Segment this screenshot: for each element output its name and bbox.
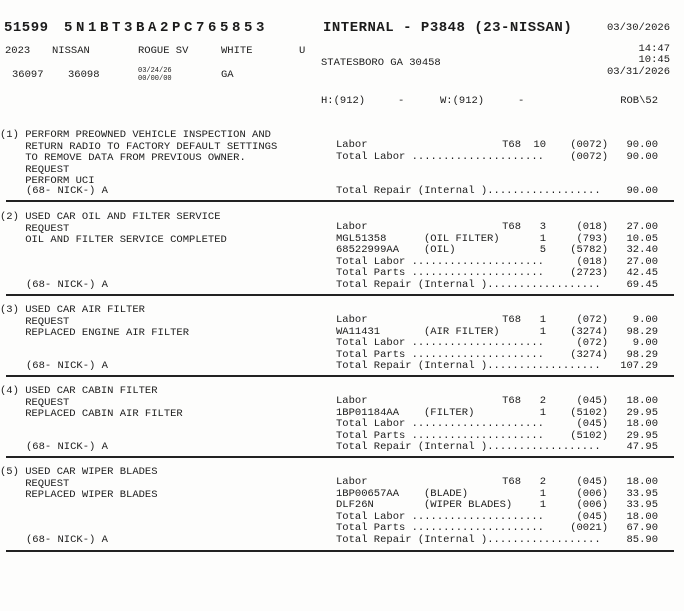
total-repair-label: Total Repair (Internal )..................	[336, 441, 601, 453]
line-item-cell: 1BP01184AA	[336, 406, 400, 419]
work-phone-dash: -	[518, 95, 525, 107]
line-item-cell: (3274)	[570, 348, 608, 361]
state: GA	[221, 69, 234, 81]
line-item-cell: 67.90	[626, 522, 658, 535]
line-item-cell: (006)	[576, 487, 608, 500]
job-description-line: OIL AND FILTER SERVICE COMPLETED	[0, 234, 227, 247]
line-item-cell: (072)	[576, 337, 608, 350]
date-top: 03/30/2026	[606, 22, 670, 34]
work-phone: W:(912)	[440, 95, 485, 107]
line-item-cell: MGL51358	[336, 232, 387, 245]
line-item-cell: 90.00	[626, 150, 658, 163]
total-repair-amount: 47.95	[626, 441, 658, 453]
line-item-cell: 1	[539, 325, 546, 338]
line-item-cell: Total Parts .....................	[336, 267, 544, 280]
time-2: 10:45	[638, 54, 670, 66]
line-item-cell: (045)	[576, 418, 608, 431]
line-item-cell: 29.95	[626, 429, 658, 442]
line-item-cell: Labor	[336, 139, 368, 151]
line-item-cell: 2	[539, 395, 546, 407]
total-repair-label: Total Repair (Internal )..................	[336, 279, 601, 291]
line-item-cell: 1	[539, 499, 546, 512]
line-item-cell: Total Parts .....................	[336, 348, 544, 361]
line-item-cell: (0021)	[570, 522, 608, 535]
line-item-cell: (5782)	[570, 244, 608, 257]
line-item-cell: 9.00	[632, 337, 658, 350]
total-repair-label: Total Repair (Internal )..................	[336, 360, 601, 372]
job-description-line: (4) USED CAR CABIN FILTER	[0, 385, 158, 397]
line-item-cell: 10	[533, 139, 546, 151]
job-description-line: (3) USED CAR AIR FILTER	[0, 304, 145, 316]
job-description-line: REQUEST	[0, 315, 70, 328]
line-item-cell: Total Parts .....................	[336, 522, 544, 535]
section-divider	[6, 200, 674, 202]
line-item-cell: (5102)	[570, 429, 608, 442]
date-2: 03/31/2026	[606, 66, 670, 78]
total-repair-amount: 69.45	[626, 279, 658, 291]
line-item-cell: 1	[539, 314, 546, 326]
line-item-cell: Labor	[336, 395, 368, 407]
line-item-cell: Labor	[336, 221, 368, 233]
ro-reference: ROB\52	[620, 95, 658, 107]
line-item-cell: (045)	[576, 510, 608, 523]
line-item-cell: (018)	[576, 255, 608, 268]
line-item-cell: 98.29	[626, 348, 658, 361]
line-item-cell: 1	[539, 406, 546, 419]
line-item-cell: (3274)	[570, 325, 608, 338]
line-item-cell: 3	[539, 221, 546, 233]
vehicle-make: NISSAN	[52, 45, 90, 57]
job-description-line: (1) PERFORM PREOWNED VEHICLE INSPECTION AND	[0, 129, 271, 141]
line-item-cell: T68	[502, 139, 521, 151]
line-item-cell: 10.05	[626, 232, 658, 245]
line-item-cell: T68	[502, 395, 521, 407]
technician: (68- NICK-) A	[26, 360, 108, 372]
line-item-cell: DLF26N	[336, 499, 374, 512]
line-item-cell: 29.95	[626, 406, 658, 419]
job-description-line: (5) USED CAR WIPER BLADES	[0, 466, 158, 478]
line-item-cell: (OIL FILTER)	[424, 232, 500, 245]
total-repair-amount: 85.90	[626, 534, 658, 546]
job-description-line: REPLACED WIPER BLADES	[0, 489, 158, 502]
line-item-cell: (2723)	[570, 267, 608, 280]
line-item-cell: 1	[539, 232, 546, 245]
number-1: 36097	[12, 69, 44, 81]
job-description-line: REQUEST	[0, 163, 70, 176]
line-item-cell: Labor	[336, 476, 368, 488]
line-item-cell: (5102)	[570, 406, 608, 419]
total-repair-label: Total Repair (Internal )..................	[336, 185, 601, 197]
line-item-cell: 5	[539, 244, 546, 257]
job-description-line: REQUEST	[0, 222, 70, 235]
section-divider	[6, 456, 674, 458]
section-divider	[6, 550, 674, 552]
job-description-line: REPLACED CABIN AIR FILTER	[0, 408, 183, 421]
line-item-cell: (072)	[576, 314, 608, 326]
line-item-cell: 18.00	[626, 510, 658, 523]
stock-number: 51599	[4, 20, 49, 36]
line-item-cell: 27.00	[626, 255, 658, 268]
small-date-2: 00/00/00	[138, 75, 172, 83]
vin: 5N1BT3BA2PC765853	[64, 20, 269, 36]
job-description-line: REPLACED ENGINE AIR FILTER	[0, 327, 190, 340]
section-divider	[6, 294, 674, 296]
line-item-cell: Total Labor .....................	[336, 255, 544, 268]
job-description-line: REQUEST	[0, 396, 70, 409]
line-item-cell: 1	[539, 487, 546, 500]
line-item-cell: 9.00	[632, 314, 658, 326]
technician: (68- NICK-) A	[26, 279, 108, 291]
line-item-cell: T68	[502, 221, 521, 233]
line-item-cell: (BLADE)	[424, 487, 469, 500]
total-repair-label: Total Repair (Internal )..................	[336, 534, 601, 546]
line-item-cell: 90.00	[626, 139, 658, 151]
technician: (68- NICK-) A	[26, 185, 108, 197]
line-item-cell: 18.00	[626, 395, 658, 407]
line-item-cell: 18.00	[626, 418, 658, 431]
job-description-line: (2) USED CAR OIL AND FILTER SERVICE	[0, 211, 221, 223]
line-item-cell: Total Labor .....................	[336, 337, 544, 350]
line-item-cell: 1BP00657AA	[336, 487, 400, 500]
number-2: 36098	[68, 69, 100, 81]
technician: (68- NICK-) A	[26, 441, 108, 453]
vehicle-code: U	[299, 45, 306, 57]
line-item-cell: (0072)	[570, 150, 608, 163]
line-item-cell: WA11431	[336, 325, 381, 338]
job-description-line: REQUEST	[0, 477, 70, 490]
line-item-cell: (045)	[576, 395, 608, 407]
line-item-cell: (WIPER BLADES)	[424, 499, 513, 512]
vehicle-year: 2023	[5, 45, 31, 57]
line-item-cell: 98.29	[626, 325, 658, 338]
total-repair-amount: 107.29	[620, 360, 658, 372]
line-item-cell: 33.95	[626, 499, 658, 512]
line-item-cell: (018)	[576, 221, 608, 233]
line-item-cell: Total Labor .....................	[336, 150, 544, 163]
line-item-cell: 33.95	[626, 487, 658, 500]
home-phone-dash: -	[398, 95, 405, 107]
line-item-cell: (FILTER)	[424, 406, 475, 419]
technician: (68- NICK-) A	[26, 534, 108, 546]
line-item-cell: Total Labor .....................	[336, 418, 544, 431]
city-state-zip: STATESBORO GA 30458	[321, 57, 441, 69]
line-item-cell: 2	[539, 476, 546, 488]
job-description-line: TO REMOVE DATA FROM PREVIOUS OWNER.	[0, 152, 246, 165]
line-item-cell: (OIL)	[424, 244, 456, 257]
line-item-cell: 42.45	[626, 267, 658, 280]
line-item-cell: 18.00	[626, 476, 658, 488]
line-item-cell: T68	[502, 314, 521, 326]
line-item-cell: 68522999AA	[336, 244, 400, 257]
home-phone: H:(912)	[321, 95, 366, 107]
line-item-cell: 27.00	[626, 221, 658, 233]
job-description-line: RETURN RADIO TO FACTORY DEFAULT SETTINGS	[0, 140, 278, 153]
vehicle-color: WHITE	[221, 45, 253, 57]
document-title: INTERNAL - P3848 (23-NISSAN)	[323, 20, 573, 36]
small-date-1: 03/24/26	[138, 67, 172, 75]
total-repair-amount: 90.00	[626, 185, 658, 197]
line-item-cell: (AIR FILTER)	[424, 325, 500, 338]
line-item-cell: (045)	[576, 476, 608, 488]
line-item-cell: (793)	[576, 232, 608, 245]
section-divider	[6, 375, 674, 377]
line-item-cell: (0072)	[570, 139, 608, 151]
line-item-cell: Total Labor .....................	[336, 510, 544, 523]
line-item-cell: Total Parts .....................	[336, 429, 544, 442]
job-description-line: PERFORM UCI	[0, 175, 95, 188]
line-item-cell: T68	[502, 476, 521, 488]
line-item-cell: Labor	[336, 314, 368, 326]
vehicle-model: ROGUE SV	[138, 45, 189, 57]
time-1: 14:47	[638, 43, 670, 55]
line-item-cell: (006)	[576, 499, 608, 512]
line-item-cell: 32.40	[626, 244, 658, 257]
